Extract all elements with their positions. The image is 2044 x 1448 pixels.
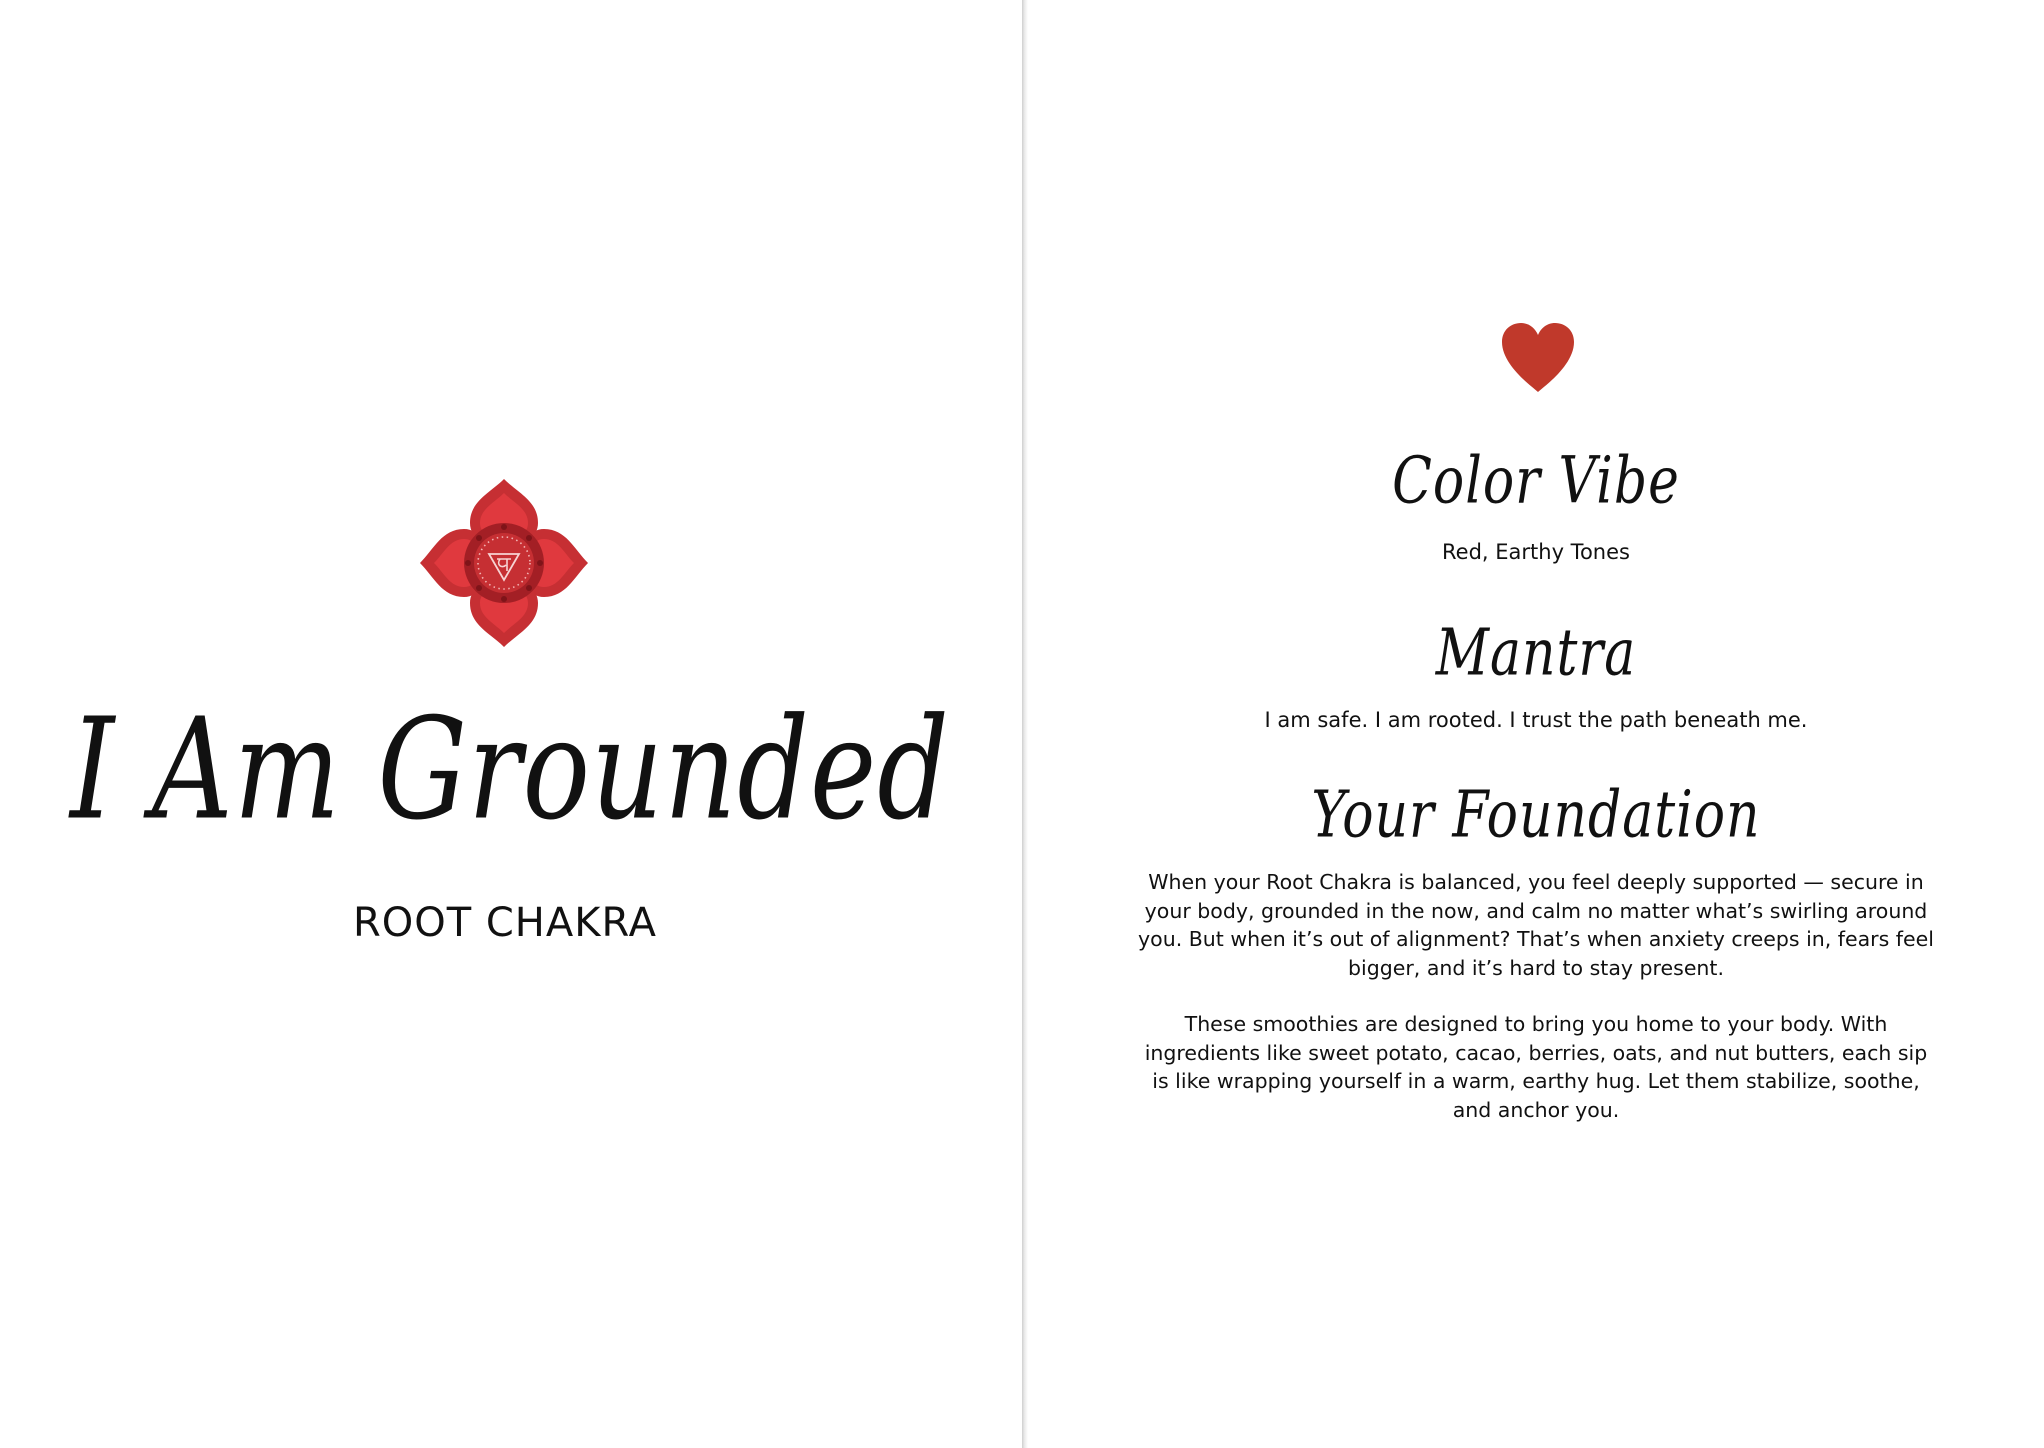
chakra-subtitle: ROOT CHAKRA — [352, 900, 658, 946]
right-page — [1028, 0, 2044, 1448]
foundation-paragraph-1: When your Root Chakra is balanced, you feel deeply supported — secure in your body, grounded in the now, and calm no matter what’s swirling around you. But when it’s out of alignment? That’s when anxiety creeps in, fears feel bigger, and it’s hard to stay present. — [1138, 870, 1934, 980]
mantra-text: I am safe. I am rooted. I trust the path beneath me. — [1264, 708, 1808, 732]
foundation-paragraph-2: These smoothies are designed to bring you home to your body. With ingredients like sweet potato, cacao, berries, oats, and nut butters, each sip is like wrapping yourself in a warm, earthy hug. Let them stabilize, soothe, and anchor you. — [1144, 1012, 1928, 1122]
color-vibe-text: Red, Earthy Tones — [1442, 540, 1630, 564]
foundation-heading: Your Foundation — [1311, 777, 1761, 853]
color-vibe-heading: Color Vibe — [1392, 443, 1680, 519]
page-title: I Am Grounded — [70, 688, 950, 852]
heart-icon — [1498, 320, 1578, 396]
mantra-heading: Mantra — [1435, 615, 1637, 691]
root-chakra-lotus-icon — [419, 478, 589, 648]
